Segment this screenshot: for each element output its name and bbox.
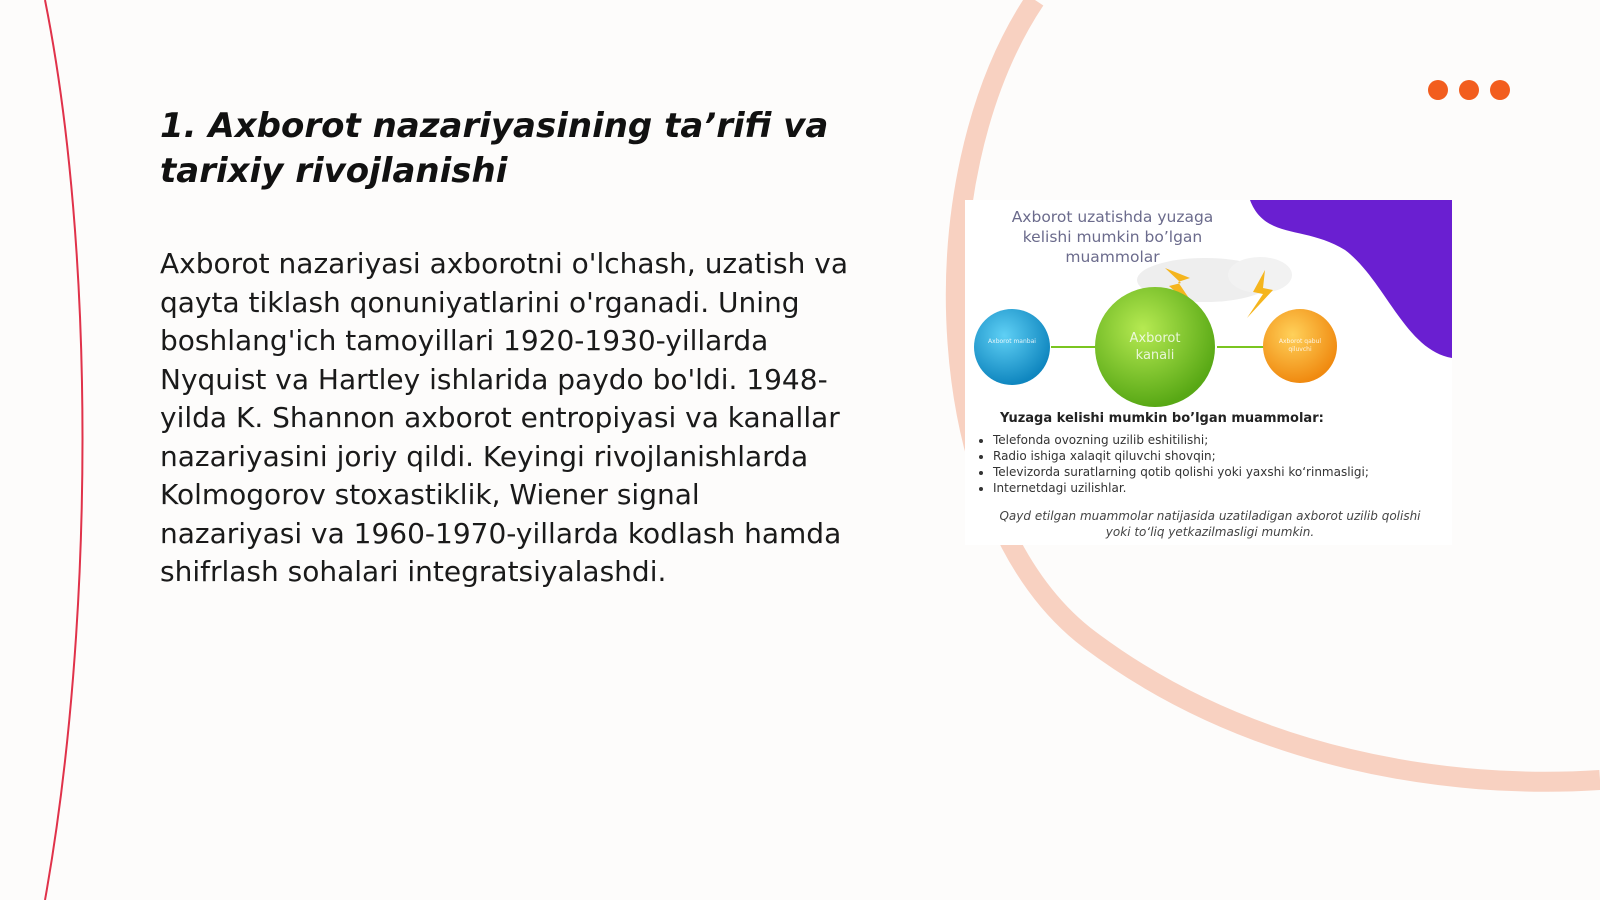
figure-note: Qayd etilgan muammolar natijasida uzatiladigan axborot uzilib qolishi yoki to‘liq yetkazilmasligi mumkin. — [999, 509, 1421, 539]
list-item: • Internetdagi uzilishlar. — [993, 480, 1373, 496]
list-item: • Televizorda suratlarning qotib qolishi yoki yaxshi ko‘rinmasligi; — [993, 464, 1373, 480]
dot — [1459, 80, 1479, 100]
channel-problems-figure — [965, 200, 1452, 545]
figure-title: Axborot uzatishda yuzaga kelishi mumkin bo’lgan muammolar — [1011, 208, 1214, 266]
node-receiver-label: Axborot qabul qiluvchi — [1278, 338, 1322, 353]
problems-heading: Yuzaga kelishi mumkin bo’lgan muammolar: — [1000, 411, 1324, 426]
node-source — [974, 309, 1050, 385]
slide-body-text: Axborot nazariyasi axborotni o'lchash, uzatish va qayta tiklash qonuniyatlarini o'rganadi. Uning boshlang'ich tamoyillari 1920-1930-yillarda Nyquist va Hartley ishlarida paydo bo'ldi. 1948-yilda K. Shannon axborot entropiyasi va kanallar nazariyasini joriy qildi. Keyingi rivojlanishlarda Kolmogorov stoxastiklik, Wiener signal nazariyasi va 1960-1970-yillarda kodlash hamda shifrlash sohalari integratsiyalashdi. — [160, 247, 849, 588]
dot — [1490, 80, 1510, 100]
three-dots-icon — [1428, 80, 1510, 100]
problems-list — [973, 432, 1373, 496]
list-item: • Radio ishiga xalaqit qiluvchi shovqin; — [993, 448, 1373, 464]
node-channel-label: Axborot kanali — [1129, 331, 1181, 363]
dot — [1428, 80, 1448, 100]
slide-title: 1. Axborot nazariyasining ta’rifi va tarixiy rivojlanishi — [160, 106, 829, 191]
left-red-curve — [45, 0, 83, 900]
list-item: • Telefonda ovozning uzilib eshitilishi; — [993, 432, 1373, 448]
node-source-label: Axborot manbai — [988, 338, 1036, 345]
